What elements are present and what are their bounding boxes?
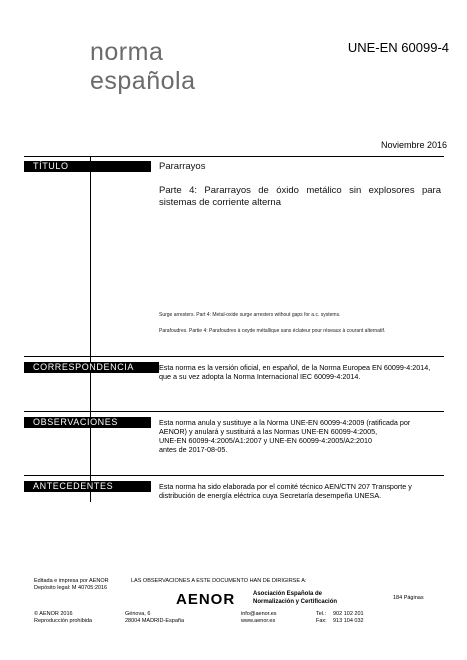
footer-fax-label: Fax:	[316, 618, 327, 624]
standard-code: UNE-EN 60099-4	[347, 40, 449, 55]
footer-reproduction: Reproducción prohibida	[34, 618, 93, 624]
association-line-2: Normalización y Certificación	[253, 599, 338, 605]
aenor-logo: AENOR	[176, 591, 236, 608]
antecedentes-divider	[24, 475, 444, 476]
footer-edited: Editada e impresa por AENOR	[34, 578, 109, 584]
brand-line-1: norma	[90, 38, 164, 66]
title-english: Surge arresters. Part 4: Metal-oxide surge arresters without gaps for a.c. systems.	[159, 312, 341, 318]
observaciones-line-2: AENOR) y anulará y sustituirá a las Normas UNE-EN 60099-4:2005,	[159, 427, 378, 436]
observaciones-line-3: UNE-EN 60099-4:2005/A1:2007 y UNE-EN 60099-4:2005/A2:2010	[159, 436, 372, 445]
observaciones-divider	[24, 411, 444, 412]
observaciones-line-1: Esta norma anula y sustituye a la Norma UNE-EN 60099-4:2009 (ratificada por	[159, 418, 411, 427]
footer-email[interactable]: info@aenor.es	[241, 611, 277, 617]
association-line-1: Asociación Española de	[253, 591, 323, 597]
titulo-divider	[24, 156, 444, 157]
observaciones-text	[159, 418, 439, 454]
publication-date: Noviembre 2016	[380, 140, 447, 150]
antecedentes-label: ANTECEDENTES	[24, 481, 151, 492]
footer-address-2: 28004 MADRID-España	[125, 618, 185, 624]
brand-title	[90, 38, 195, 96]
title-part: Parte 4: Pararrayos de óxido metálico sin explosores para sistemas de corriente alterna	[159, 185, 441, 208]
title-main: Pararrayos	[159, 161, 206, 172]
footer-website[interactable]: www.aenor.es	[241, 618, 276, 624]
footer-address-1: Génova, 6	[125, 611, 151, 617]
footer-notice: LAS OBSERVACIONES A ESTE DOCUMENTO HAN DE DIRIGIRSE A:	[131, 578, 307, 584]
observaciones-label: OBSERVACIONES	[24, 417, 151, 428]
titulo-label: TÍTULO	[24, 161, 151, 172]
correspondencia-label: CORRESPONDENCIA	[24, 362, 159, 373]
observaciones-line-4: antes de 2017-08-05.	[159, 445, 228, 454]
footer-tel: 902 102 201	[333, 611, 364, 617]
vertical-rule	[90, 156, 91, 502]
correspondencia-text: Esta norma es la versión oficial, en español, de la Norma Europea EN 60099-4:2014, que a su vez adopta la Norma Internacional IEC 60099-4:2014.	[159, 363, 431, 381]
title-french: Parafoudres. Partie 4: Parafoudres à oxyde métallique sans éclateur pour réseaux à courant alternatif.	[159, 328, 386, 334]
antecedentes-text: Esta norma ha sido elaborada por el comité técnico AEN/CTN 207 Transporte y distribución de energía eléctrica cuya Secretaría desempeña UNESA.	[159, 482, 412, 500]
correspondencia-divider	[24, 356, 444, 357]
footer-deposito: Depósito legal: M 40705:2016	[34, 585, 108, 591]
page-count: 184 Páginas	[393, 595, 424, 601]
footer-tel-label: Tel.:	[316, 611, 327, 617]
aenor-association	[253, 590, 337, 606]
footer-fax: 913 104 032	[333, 618, 364, 624]
brand-line-2: española	[90, 67, 196, 95]
footer-copyright: © AENOR 2016	[34, 611, 73, 617]
